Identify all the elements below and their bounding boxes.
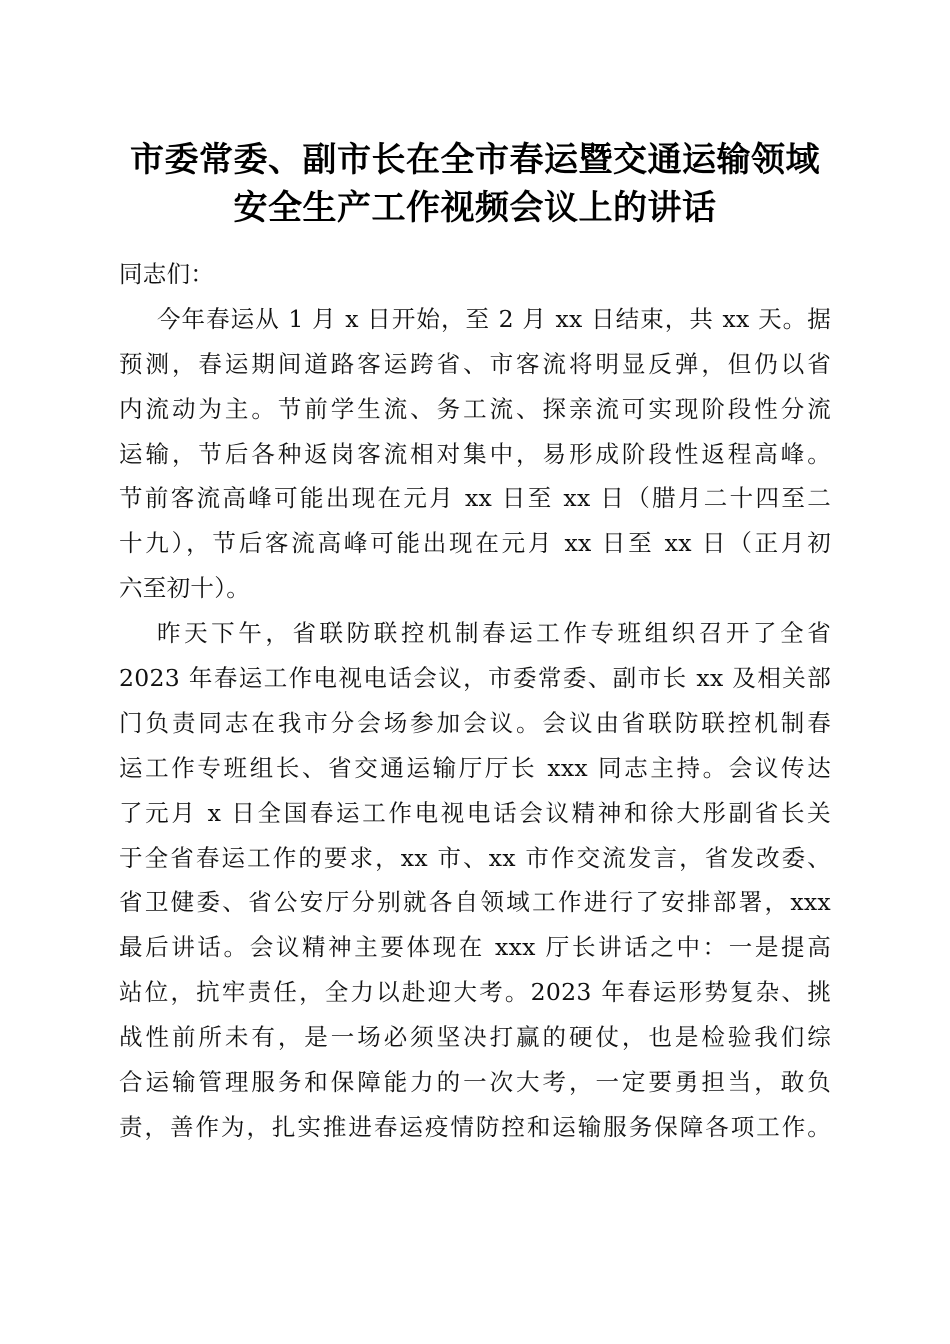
paragraph-line: 于全省春运工作的要求，xx 市、xx 市作交流发言，省发改委、 [119, 843, 831, 872]
paragraph-line: 今年春运从 1 月 x 日开始，至 2 月 xx 日结束，共 xx 天。据 [157, 304, 831, 333]
paragraph-line: 六至初十）。 [119, 574, 251, 603]
paragraph-line: 昨天下午，省联防联控机制春运工作专班组织召开了全省 [157, 619, 831, 648]
paragraph-line: 内流动为主。节前学生流、务工流、探亲流可实现阶段性分流 [119, 394, 831, 423]
salutation: 同志们： [119, 260, 215, 288]
paragraph-line: 合运输管理服务和保障能力的一次大考，一定要勇担当，敢负 [119, 1068, 831, 1097]
paragraph-line: 最后讲话。会议精神主要体现在 xxx 厅长讲话之中：一是提高 [119, 933, 831, 962]
paragraph-line: 十九），节后客流高峰可能出现在元月 xx 日至 xx 日（正月初 [119, 529, 831, 558]
paragraph-1 [119, 297, 831, 611]
paragraph-line: 了元月 x 日全国春运工作电视电话会议精神和徐大彤副省长关 [119, 798, 831, 827]
paragraph-line: 站位，抗牢责任，全力以赴迎大考。2023 年春运形势复杂、挑 [119, 978, 831, 1007]
paragraph-line: 预测，春运期间道路客运跨省、市客流将明显反弹，但仍以省 [119, 349, 831, 378]
paragraph-line: 运输，节后各种返岗客流相对集中，易形成阶段性返程高峰。 [119, 439, 831, 468]
title-line: 安全生产工作视频会议上的讲话 [233, 188, 717, 228]
paragraph-line: 省卫健委、省公安厅分别就各自领域工作进行了安排部署，xxx [119, 888, 831, 917]
paragraph-line: 节前客流高峰可能出现在元月 xx 日至 xx 日（腊月二十四至二 [119, 484, 831, 513]
paragraph-line: 门负责同志在我市分会场参加会议。会议由省联防联控机制春 [119, 708, 831, 737]
paragraph-line: 运工作专班组长、省交通运输厅厅长 xxx 同志主持。会议传达 [119, 753, 831, 782]
paragraph-line: 2023 年春运工作电视电话会议，市委常委、副市长 xx 及相关部 [119, 664, 831, 693]
document-title [110, 136, 840, 232]
document-body [119, 252, 831, 1150]
paragraph-line: 战性前所未有，是一场必须坚决打赢的硬仗，也是检验我们综 [119, 1023, 831, 1052]
title-line: 市委常委、副市长在全市春运暨交通运输领域 [130, 140, 820, 180]
paragraph-2 [119, 611, 831, 1150]
paragraph-line: 责，善作为，扎实推进春运疫情防控和运输服务保障各项工作。 [119, 1112, 831, 1141]
